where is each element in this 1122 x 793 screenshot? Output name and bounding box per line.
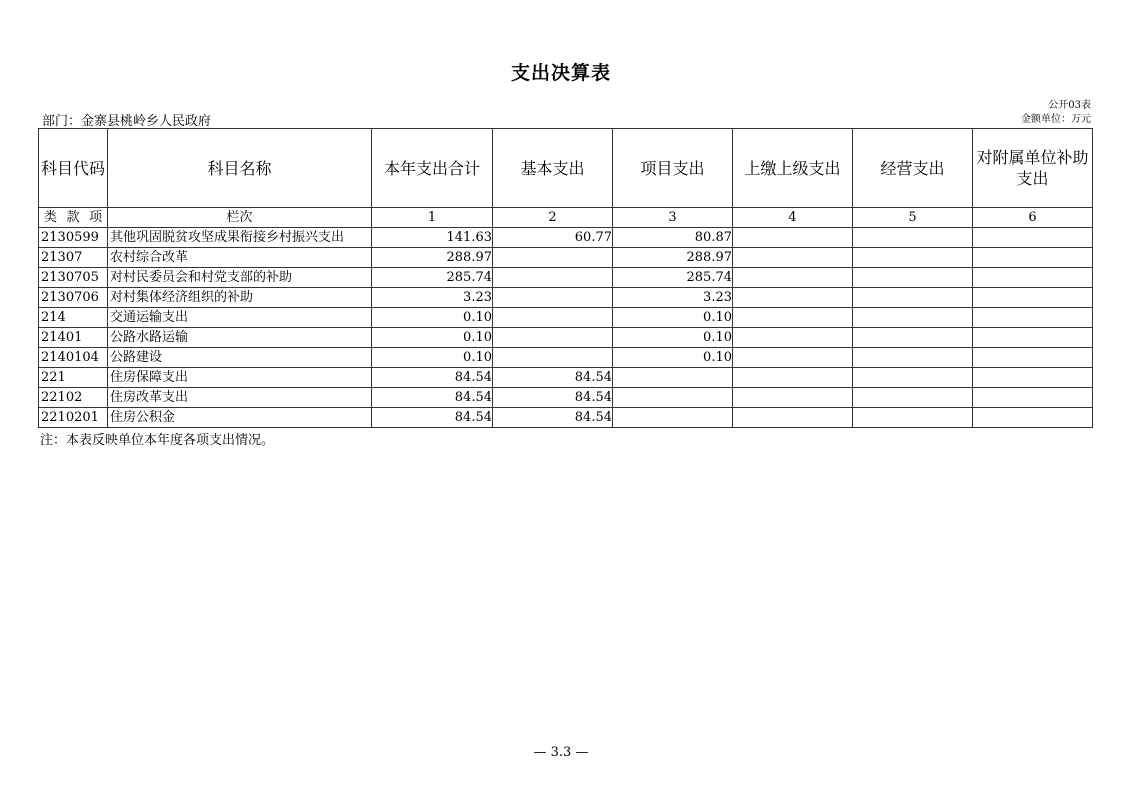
header-project: 项目支出 (613, 129, 733, 208)
row-subsidy (973, 288, 1093, 308)
row-code: 2130599 (39, 228, 108, 248)
column-index-row (39, 208, 1093, 228)
row-total: 141.63 (372, 228, 493, 248)
row-upper (733, 368, 853, 388)
row-basic: 60.77 (493, 228, 613, 248)
row-upper (733, 268, 853, 288)
table-row (39, 268, 1093, 288)
row-project (613, 368, 733, 388)
table-row (39, 288, 1093, 308)
row-total: 84.54 (372, 388, 493, 408)
row-project: 3.23 (613, 288, 733, 308)
table-row (39, 388, 1093, 408)
row-name: 对村民委员会和村党支部的补助 (108, 268, 372, 288)
row-business (853, 408, 973, 428)
row-code: 221 (39, 368, 108, 388)
row-total: 285.74 (372, 268, 493, 288)
row-project (613, 388, 733, 408)
row-business (853, 348, 973, 368)
row-code: 214 (39, 308, 108, 328)
row-code: 21401 (39, 328, 108, 348)
row-name: 住房改革支出 (108, 388, 372, 408)
row-project (613, 408, 733, 428)
row-upper (733, 388, 853, 408)
level-lei: 类 (43, 210, 57, 225)
index-col-1: 1 (372, 208, 493, 228)
level-kuan: 款 (66, 210, 80, 225)
header-business: 经营支出 (853, 129, 973, 208)
row-business (853, 308, 973, 328)
header-code: 科目代码 (39, 129, 108, 208)
row-project: 285.74 (613, 268, 733, 288)
level-xiang: 项 (89, 210, 103, 225)
row-code: 2130706 (39, 288, 108, 308)
row-total: 84.54 (372, 368, 493, 388)
table-row (39, 368, 1093, 388)
row-upper (733, 288, 853, 308)
row-subsidy (973, 308, 1093, 328)
row-name: 对村集体经济组织的补助 (108, 288, 372, 308)
row-name: 农村综合改革 (108, 248, 372, 268)
table-note: 注：本表反映单位本年度各项支出情况。 (40, 433, 275, 448)
row-business (853, 388, 973, 408)
index-col-4: 4 (733, 208, 853, 228)
row-name: 公路水路运输 (108, 328, 372, 348)
row-upper (733, 348, 853, 368)
row-total: 288.97 (372, 248, 493, 268)
row-name: 其他巩固脱贫攻坚成果衔接乡村振兴支出 (108, 228, 372, 248)
row-upper (733, 408, 853, 428)
row-project: 0.10 (613, 308, 733, 328)
row-subsidy (973, 368, 1093, 388)
row-upper (733, 328, 853, 348)
row-code: 22102 (39, 388, 108, 408)
header-upper: 上缴上级支出 (733, 129, 853, 208)
row-basic (493, 348, 613, 368)
department-label: 部门：金寨县桃岭乡人民政府 (42, 114, 212, 129)
row-code: 2140104 (39, 348, 108, 368)
row-code: 2130705 (39, 268, 108, 288)
row-total: 0.10 (372, 328, 493, 348)
header-subsidy: 对附属单位补助支出 (973, 129, 1093, 208)
row-business (853, 328, 973, 348)
row-basic: 84.54 (493, 388, 613, 408)
index-col-2: 2 (493, 208, 613, 228)
row-business (853, 268, 973, 288)
row-name: 公路建设 (108, 348, 372, 368)
table-row (39, 308, 1093, 328)
row-basic (493, 268, 613, 288)
row-name: 住房公积金 (108, 408, 372, 428)
header-total: 本年支出合计 (372, 129, 493, 208)
table-row (39, 328, 1093, 348)
row-basic (493, 288, 613, 308)
index-name: 栏次 (108, 208, 372, 228)
row-project: 0.10 (613, 328, 733, 348)
row-subsidy (973, 348, 1093, 368)
form-meta (1021, 99, 1091, 127)
row-subsidy (973, 228, 1093, 248)
table-row (39, 248, 1093, 268)
row-subsidy (973, 408, 1093, 428)
row-basic: 84.54 (493, 408, 613, 428)
row-upper (733, 248, 853, 268)
row-project: 80.87 (613, 228, 733, 248)
row-project: 288.97 (613, 248, 733, 268)
row-name: 交通运输支出 (108, 308, 372, 328)
row-name: 住房保障支出 (108, 368, 372, 388)
row-total: 84.54 (372, 408, 493, 428)
row-basic (493, 328, 613, 348)
row-subsidy (973, 388, 1093, 408)
page-number: — 3.3 — (533, 745, 589, 760)
row-code: 21307 (39, 248, 108, 268)
row-business (853, 368, 973, 388)
page-title: 支出决算表 (510, 62, 611, 84)
row-business (853, 228, 973, 248)
index-col-6: 6 (973, 208, 1093, 228)
table-row (39, 228, 1093, 248)
row-subsidy (973, 328, 1093, 348)
row-total: 0.10 (372, 308, 493, 328)
index-col-5: 5 (853, 208, 973, 228)
row-upper (733, 308, 853, 328)
amount-unit: 金额单位：万元 (1021, 114, 1091, 125)
table-header-row (39, 129, 1093, 208)
index-col-3: 3 (613, 208, 733, 228)
row-basic (493, 308, 613, 328)
row-business (853, 248, 973, 268)
row-project: 0.10 (613, 348, 733, 368)
row-total: 0.10 (372, 348, 493, 368)
row-subsidy (973, 268, 1093, 288)
table-row (39, 348, 1093, 368)
expenditure-table (38, 128, 1093, 428)
row-total: 3.23 (372, 288, 493, 308)
row-code: 2210201 (39, 408, 108, 428)
header-name: 科目名称 (108, 129, 372, 208)
row-subsidy (973, 248, 1093, 268)
table-row (39, 408, 1093, 428)
form-number: 公开03表 (1048, 100, 1091, 111)
row-basic: 84.54 (493, 368, 613, 388)
header-basic: 基本支出 (493, 129, 613, 208)
category-levels (39, 208, 108, 228)
row-business (853, 288, 973, 308)
row-upper (733, 228, 853, 248)
row-basic (493, 248, 613, 268)
